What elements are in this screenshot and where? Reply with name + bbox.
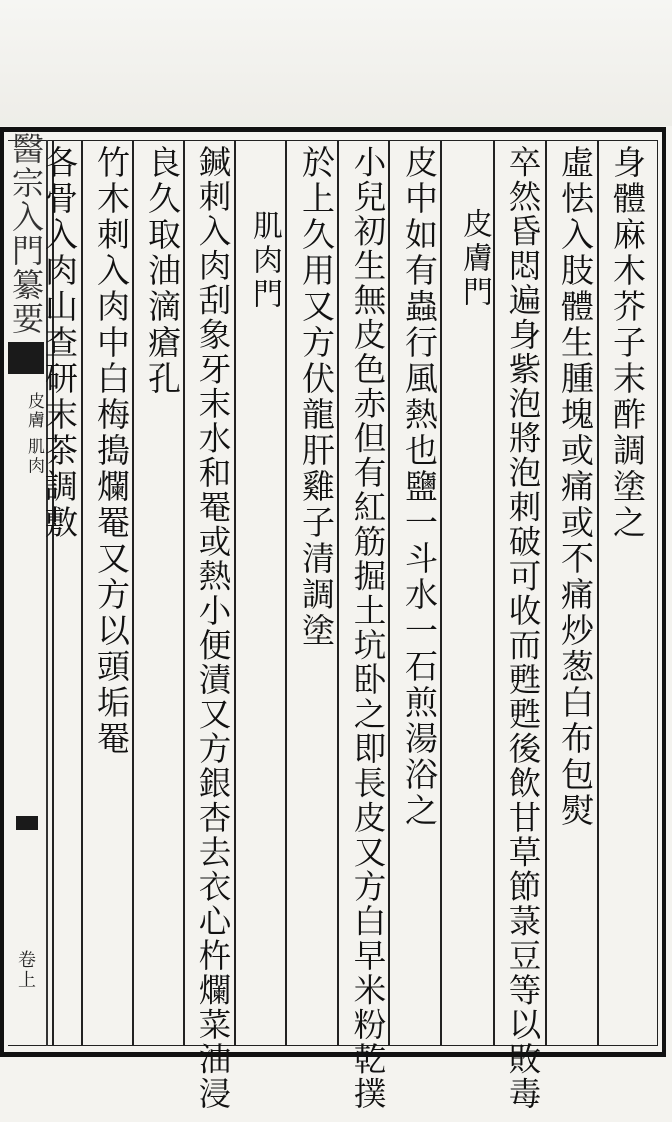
spine-section-labels: 皮膚 肌肉 (24, 392, 44, 476)
text-column-1: 身體麻木芥子末酢調塗之 (608, 145, 647, 541)
spine-volume-label: 卷上 (15, 950, 36, 990)
text-column-6: 小兒初生無皮色赤但有紅筋掘土坑卧之即長皮又方白早米粉乾撲 (349, 145, 387, 1111)
section-heading-muscle: 肌肉門 (247, 210, 282, 312)
column-rule (597, 140, 599, 1046)
section-heading-skin: 皮膚門 (457, 208, 492, 310)
column-rule (545, 140, 547, 1046)
spine-book-title: 醫宗入門纂要 (7, 132, 45, 336)
text-column-2: 虛怯入肢體生腫塊或痛或不痛炒葱白布包熨 (556, 145, 595, 829)
top-page-margin (0, 0, 672, 126)
spine-mark (16, 816, 38, 830)
column-rule (81, 140, 83, 1046)
text-column-10: 良久取油滴瘡孔 (143, 145, 182, 397)
text-column-9: 鍼刺入肉刮象牙末水和罨或熱小便漬又方銀杏去衣心杵爛菜油浸 (194, 145, 232, 1111)
text-column-5: 皮中如有蟲行風熱也鹽一斗水一石煎湯浴之 (400, 145, 439, 829)
text-column-7: 於上久用又方伏龍肝雞子清調塗 (297, 145, 336, 649)
text-column-12: 各骨入肉山查研末茶調敷 (40, 145, 79, 541)
text-column-3: 卒然昏悶遍身紫泡將泡刺破可收而甦甦後飲甘草節菉豆等以敗毒 (504, 145, 542, 1111)
text-column-11: 竹木刺入肉中白梅搗爛罨又方以頭垢罨 (92, 145, 131, 757)
